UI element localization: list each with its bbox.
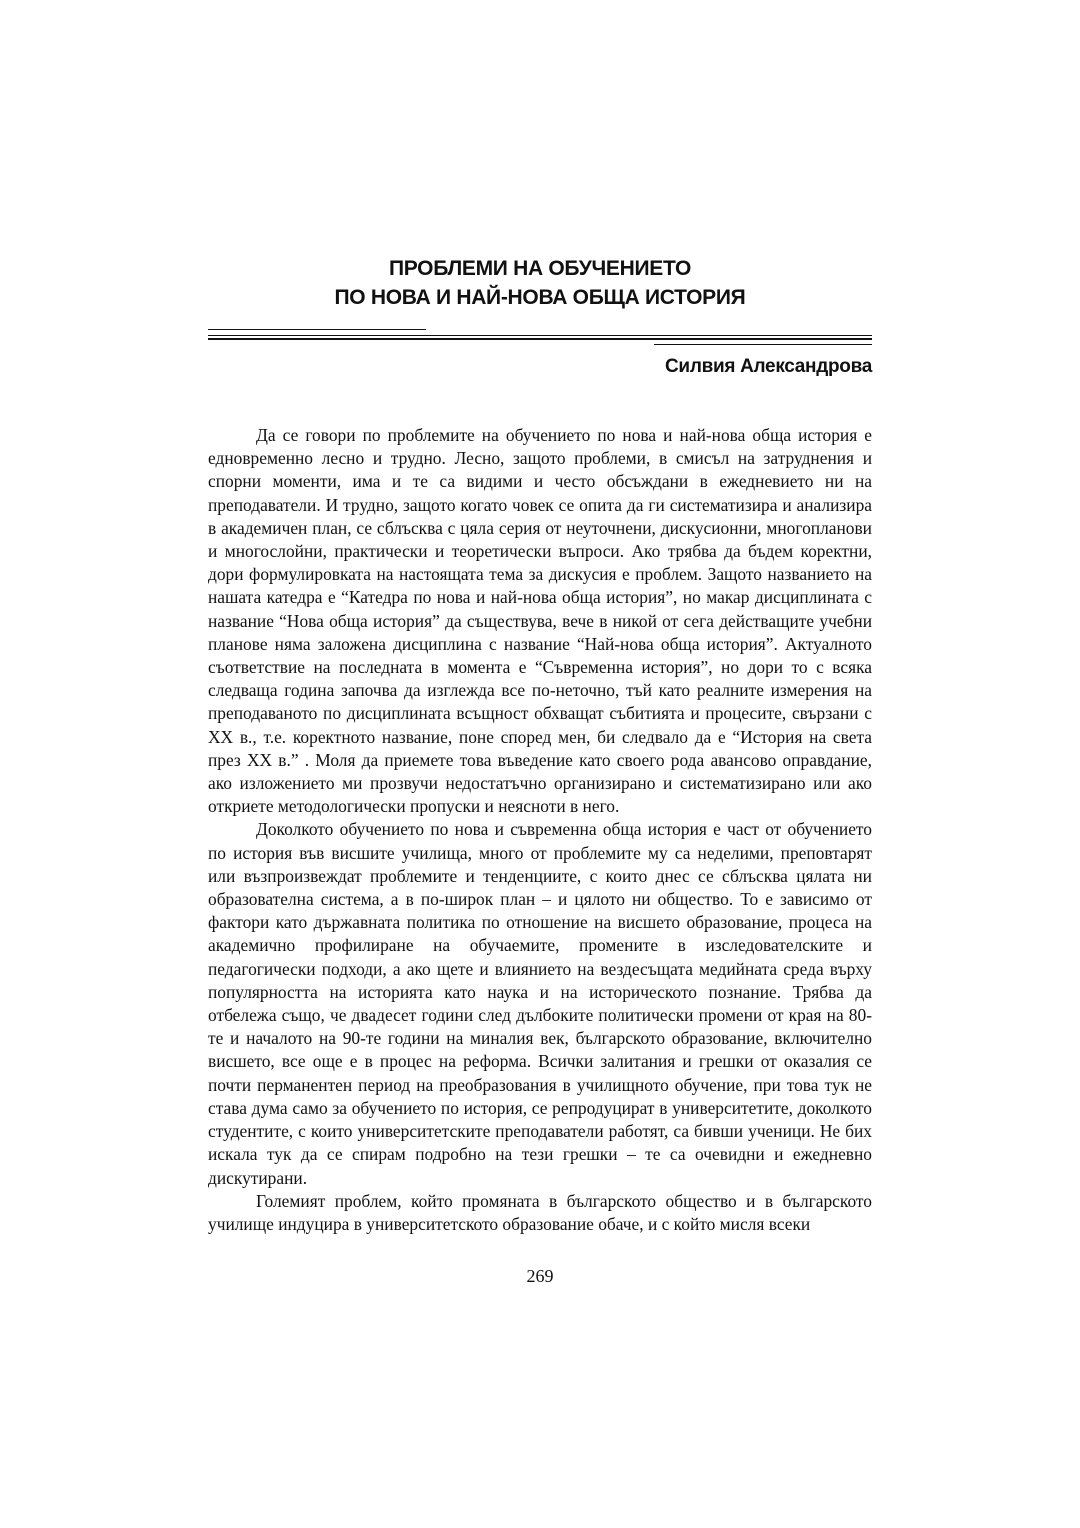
article-title <box>0 254 1080 312</box>
paragraph-2: Доколкото обучението по нова и съвременна обща история е част от обучението по история във висшите училища, много от проблемите му са неделими, преповтарят или възпроизвеждат проблемите и тенденциите, с които днес се сблъсква цялата ни образователна система, а в по-широк план – и цялото ни общество. То е зависимо от фактори като държавната политика по отношение на висшето образование, процеса на академично профилиране на обучаемите, промените в изследователските и педагогически подходи, а ако щете и влиянието на вездесъщата медийната среда върху популярността на историята като наука и на историческото познание. Трябва да отбележа също, че двадесет години след дълбоките политически промени от края на 80-те и началото на 90-те години на миналия век, българското образование, включително висшето, все още е в процес на реформа. Всички залитания и грешки от оказалия се почти перманентен период на преобразования в училищното обучение, при това тук не става дума само за обучението по история, се репродуцират в университетите, доколкото студентите, с които университетските преподаватели работят, са бивши ученици. Не бих искала тук да се спирам подробно на тези грешки – те са очевидни и ежедневно дискутирани. <box>208 819 872 1188</box>
page-number: 269 <box>526 1266 554 1286</box>
paragraph-1: Да се говори по проблемите на обучението по нова и най-нова обща история е едновременно лесно и трудно. Лесно, защото проблеми, в смисъл на затруднения и спорни моменти, има и те са видими и често обсъждани в ежедневието ни на преподаватели. И трудно, защото когато човек се опита да ги систематизира и анализира в академичен план, се сблъсква с цяла серия от неуточнени, дискусионни, многопланови и многослойни, практически и теоретически въпроси. Ако трябва да бъдем коректни, дори формулировката на настоящата тема за дискусия е проблем. Защото названието на нашата катедра е “Катедра по нова и най-нова обща история”, но макар дисциплината с название “Нова обща история” да съществува, вече в никой от сега действащите учебни планове няма заложена дисциплина с название “Най-нова обща история”. Актуалното съответствие на последната в момента е “Съвременна история”, но дори то с всяка следваща година започва да изглежда все по-неточно, тъй като реалните измерения на преподаваното по дисциплината всъщност обхващат събитията и процесите, свързани с XX в., т.е. коректното название, поне според мен, би следвало да е “История на света през XX в.” . Моля да приемете това въведение като своего рода авансово оправдание, ако изложението ми прозвучи недостатъчно организирано и систематизирано или ако откриете методологически пропуски и неясноти в него. <box>208 425 872 817</box>
article-body <box>208 424 872 1236</box>
title-line-2: ПО НОВА И НАЙ-НОВА ОБЩА ИСТОРИЯ <box>334 286 746 309</box>
rule-right-thin <box>654 344 872 345</box>
title-line-1: ПРОБЛЕМИ НА ОБУЧЕНИЕТО <box>388 257 692 280</box>
rule-full-1 <box>208 335 872 336</box>
author-name: Силвия Александрова <box>665 356 872 377</box>
paragraph-3: Големият проблем, който промяната в българското общество и в българското училище индуцира в университетското образование обаче, и с който мисля всеки <box>208 1190 872 1234</box>
rule-left-thin <box>208 329 426 330</box>
rule-full-2 <box>208 338 872 340</box>
